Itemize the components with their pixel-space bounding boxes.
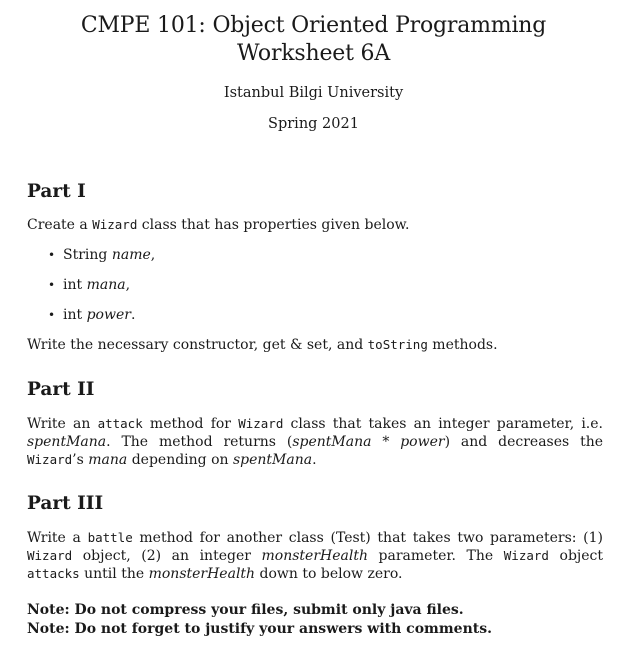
bullet-icon: • [48, 278, 56, 292]
property-type: int [63, 277, 83, 293]
part-1-intro [27, 216, 603, 234]
part-1-outro-code: toString [367, 337, 428, 352]
text: object [548, 548, 603, 564]
text: depending on [127, 452, 233, 468]
code: attack [97, 416, 143, 431]
part-1-outro-text-2: methods. [427, 337, 498, 353]
text: ) and decreases the [444, 434, 604, 450]
part-1-section [27, 181, 603, 354]
variable: mana [88, 452, 128, 468]
property-name: power [86, 307, 131, 323]
variable: spentMana [27, 434, 107, 450]
code: Wizard [27, 548, 73, 563]
notes-section [27, 601, 603, 639]
part-2-body [27, 415, 603, 469]
course-title: CMPE 101: Object Oriented Programming [80, 13, 547, 38]
text: parameter. The [367, 548, 504, 564]
title-block [0, 12, 627, 133]
part-1-outro-text: Write the necessary constructor, get & set, and [27, 337, 368, 353]
variable: monsterHealth [261, 548, 368, 564]
text: Write a [27, 530, 88, 546]
code: battle [87, 530, 133, 545]
property-name: mana [86, 277, 126, 293]
expression: spentMana * power [292, 434, 445, 450]
part-3-section [27, 493, 603, 583]
part-1-intro-text-2: class that has properties given below. [137, 217, 410, 233]
part-3-body [27, 529, 603, 583]
text: Write an [27, 416, 98, 432]
text: ’s [72, 452, 89, 468]
part-1-outro [27, 336, 603, 354]
university-name: Istanbul Bilgi University [223, 85, 404, 101]
worksheet-title: Worksheet 6A [236, 41, 391, 66]
property-name: name [111, 247, 151, 263]
list-item [27, 246, 603, 276]
bullet-icon: • [48, 308, 56, 322]
note-compress: Note: Do not compress your files, submit only java files. [27, 602, 464, 618]
text: method for [142, 416, 239, 432]
text: until the [79, 566, 149, 582]
code: Wizard [503, 548, 549, 563]
list-item [27, 306, 603, 336]
text: . The method returns ( [106, 434, 293, 450]
code: Wizard [27, 452, 73, 467]
property-list [27, 246, 603, 336]
property-punct: , [150, 247, 156, 263]
text: method for another class (Test) that takes two parameters: (1) [132, 530, 603, 546]
part-1-heading: Part I [27, 181, 86, 202]
note-justify: Note: Do not forget to justify your answers with comments. [27, 621, 492, 637]
text: . [312, 452, 317, 468]
property-punct: . [130, 307, 136, 323]
part-2-section [27, 379, 603, 469]
term-date: Spring 2021 [268, 116, 359, 132]
text: down to below zero. [255, 566, 403, 582]
text: object, (2) an integer [72, 548, 262, 564]
variable: spentMana [232, 452, 313, 468]
variable: monsterHealth [148, 566, 256, 582]
part-3-heading: Part III [27, 493, 104, 514]
code: Wizard [238, 416, 284, 431]
bullet-icon: • [48, 248, 56, 262]
code: attacks [27, 566, 80, 581]
property-punct: , [125, 277, 131, 293]
property-type: int [63, 307, 83, 323]
property-type: String [63, 247, 108, 263]
text: class that takes an integer parameter, i.e. [283, 416, 603, 432]
list-item [27, 276, 603, 306]
part-1-intro-text: Create a [27, 217, 93, 233]
part-2-heading: Part II [27, 379, 95, 400]
part-1-intro-code: Wizard [92, 217, 138, 232]
